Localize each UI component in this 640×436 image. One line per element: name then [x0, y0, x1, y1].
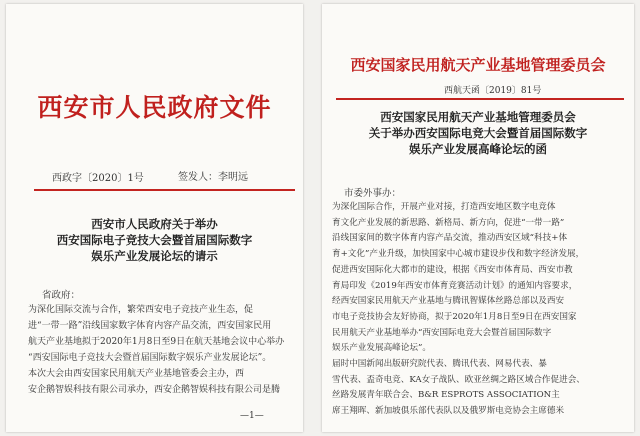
document-body [332, 200, 632, 420]
title-line: 西安国际电子竞技大会暨首届国际数字 [56, 233, 253, 247]
body-line: 育+文化”产业升级，加快国家中心城市建设步伐和数字经济发展， [332, 249, 585, 260]
body-line: 航天产业基地拟于2020年1月8日至9日在航天基地会议中心举办 [28, 337, 285, 347]
body-line: 届时中国新闻出版研究院代表、腾讯代表、网易代表、暴 [332, 359, 547, 370]
body-line: 安企鹅智娱科技有限公司承办，西安企鹅智娱科技有限公司是腾 [28, 385, 281, 395]
document-number: 西政字〔2020〕1号 [52, 173, 144, 184]
title-line: 娱乐产业发展论坛的请示 [91, 249, 218, 263]
body-line: 席王翔晖、新加坡俱乐部代表队以及俄罗斯电竞协会主席德米 [332, 406, 565, 417]
body-line: 进“一带一路”沿线国家数字体育内容产品交流，西安国家民用 [28, 321, 272, 331]
document-number: 西航天函〔2019〕81号 [444, 86, 542, 96]
body-line: 市电子竞技协会友好协商，拟于2020年1月8日至9日在西安国家 [332, 311, 577, 322]
government-document-left [6, 4, 303, 432]
body-line: 娱乐产业发展高峰论坛”。 [332, 343, 431, 354]
document-header: 西安国家民用航天产业基地管理委员会 [350, 56, 606, 74]
body-line: 为深化国际合作，开展产业对接，打造西安地区数字电竞体 [332, 202, 556, 212]
title-line: 西安国家民用航天产业基地管理委员会 [380, 110, 576, 124]
body-line: 雪代表、盃奇电竞、KA女子战队、欧亚丝绸之路区域合作促进会、 [332, 374, 585, 385]
body-line: “西安国际电子竞技大会暨首届国际数字娱乐产业发展论坛”。 [28, 353, 272, 363]
body-line: 沿线国家间的数字体育内容产品交流，推动西安区域“科技+体 [332, 233, 568, 244]
document-body [28, 302, 298, 398]
addressee: 省政府： [42, 290, 81, 301]
document-title [6, 216, 303, 264]
body-line: 民用航天产业基地举办“西安国际电竞大会暨首届国际数字 [332, 327, 552, 338]
body-line: 育文化产业发展的新思路、新格局、新方向，促进“一带一路” [332, 217, 565, 228]
government-document-right [322, 4, 634, 432]
body-line: 育局印发《2019年西安市体育竞赛活动计划》的通知内容要求， [332, 280, 578, 291]
addressee: 市委外事办： [344, 188, 402, 199]
body-line: 为深化国际交流与合作，繁荣西安电子竞技产业生态，促 [28, 305, 254, 315]
title-line: 关于举办西安国际电竞大会暨首届国际数字 [368, 126, 588, 140]
body-line: 本次大会由西安国家民用航天产业基地管委会主办，西 [28, 369, 245, 379]
document-title [322, 109, 634, 157]
page-number: —1— [240, 411, 264, 421]
body-line: 经西安国家民用航天产业基地与腾讯智媒体丝路总部以及西安 [332, 296, 565, 307]
body-line: 丝路发展青年联合会、B&R ESPROTS ASSOCIATION主 [332, 390, 560, 401]
body-line: 促进西安国际化大都市的建设，根据《西安市体育局、西安市教 [332, 264, 573, 275]
red-divider-line [34, 189, 295, 191]
red-divider-line [336, 98, 624, 100]
title-line: 西安市人民政府关于举办 [91, 217, 218, 231]
signer: 签发人：李明远 [178, 172, 248, 183]
document-header: 西安市人民政府文件 [37, 93, 272, 122]
title-line: 娱乐产业发展高峰论坛的函 [409, 142, 547, 156]
